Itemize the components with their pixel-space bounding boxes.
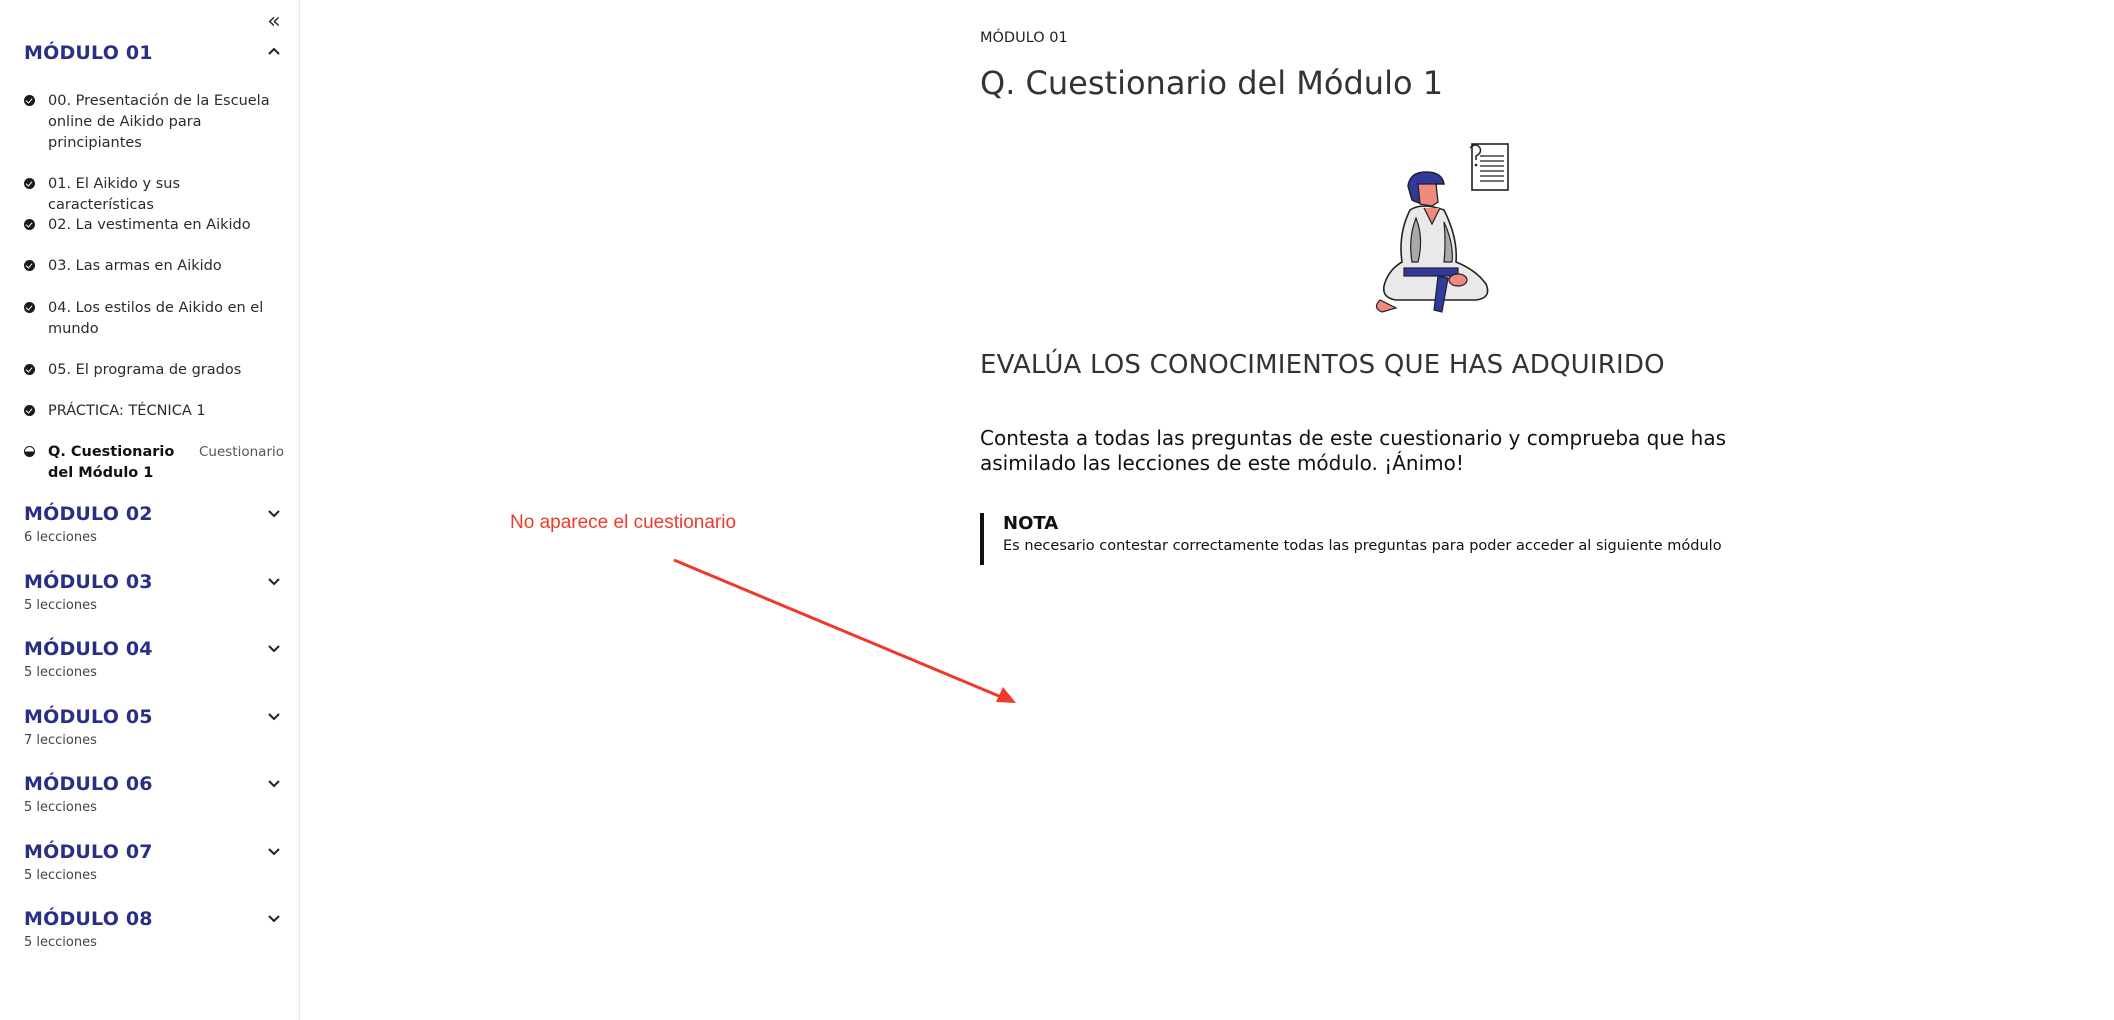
chevron-down-icon	[264, 706, 284, 726]
lesson-item[interactable]	[24, 298, 284, 340]
chevron-down-icon	[264, 503, 284, 523]
lesson-item[interactable]	[24, 91, 284, 154]
collapse-sidebar-button[interactable]: «	[267, 9, 281, 34]
chevron-down-icon	[264, 908, 284, 928]
chevron-down-icon	[264, 841, 284, 861]
completed-check-icon	[24, 405, 35, 416]
lesson-label: 05. El programa de grados	[48, 362, 242, 378]
module-title: MÓDULO 08	[24, 908, 153, 930]
module-07-header[interactable]	[24, 841, 284, 883]
module-title: MÓDULO 03	[24, 571, 153, 593]
intro-text: Contesta a todas las preguntas de este cuestionario y comprueba que has asimilado las lecciones de este módulo. ¡Ánimo!	[980, 426, 1727, 475]
module-title: MÓDULO 05	[24, 706, 153, 728]
module-title: MÓDULO 02	[24, 503, 153, 525]
module-03-header[interactable]	[24, 571, 284, 613]
lesson-label: PRÁCTICA: TÉCNICA 1	[48, 403, 206, 419]
chevron-down-icon	[264, 773, 284, 793]
aikido-student-illustration	[1360, 140, 1522, 330]
section-heading: EVALÚA LOS CONOCIMIENTOS QUE HAS ADQUIRIDO	[980, 350, 1665, 380]
note-title: NOTA	[1003, 513, 1059, 534]
completed-check-icon	[24, 302, 35, 313]
module-05-header[interactable]	[24, 706, 284, 748]
completed-check-icon	[24, 178, 35, 189]
lesson-count: 7 lecciones	[24, 733, 97, 748]
lesson-count: 5 lecciones	[24, 800, 97, 815]
module-01-header[interactable]	[24, 42, 284, 64]
quiz-document-icon	[1470, 144, 1508, 190]
module-02-header[interactable]	[24, 503, 284, 545]
lesson-item[interactable]	[24, 360, 284, 381]
note-callout	[980, 513, 1722, 565]
lesson-label: 02. La vestimenta en Aikido	[48, 217, 251, 233]
page-title: Q. Cuestionario del Módulo 1	[980, 64, 1444, 102]
lesson-item[interactable]	[24, 401, 284, 422]
module-title: MÓDULO 01	[24, 42, 153, 64]
module-title: MÓDULO 06	[24, 773, 153, 795]
course-sidebar	[0, 0, 300, 1020]
breadcrumb: MÓDULO 01	[980, 30, 1068, 46]
in-progress-icon	[24, 446, 35, 457]
chevron-up-icon	[264, 42, 284, 62]
lesson-label: 04. Los estilos de Aikido en el mundo	[48, 300, 264, 337]
note-text: Es necesario contestar correctamente todas las preguntas para poder acceder al siguiente módulo	[1003, 538, 1722, 554]
lesson-item[interactable]	[24, 174, 284, 216]
chevron-down-icon	[264, 571, 284, 591]
lesson-count: 5 lecciones	[24, 868, 97, 883]
module-08-header[interactable]	[24, 908, 284, 950]
completed-check-icon	[24, 95, 35, 106]
module-06-header[interactable]	[24, 773, 284, 815]
completed-check-icon	[24, 364, 35, 375]
annotation-arrow-icon	[660, 550, 1020, 710]
lesson-label: 03. Las armas en Aikido	[48, 258, 222, 274]
module-title: MÓDULO 07	[24, 841, 153, 863]
chevron-down-icon	[264, 638, 284, 658]
lesson-count: 6 lecciones	[24, 530, 97, 545]
annotation-label: No aparece el cuestionario	[510, 512, 737, 533]
lesson-count: 5 lecciones	[24, 598, 97, 613]
lesson-count: 5 lecciones	[24, 935, 97, 950]
lesson-label: 01. El Aikido y sus características	[48, 176, 181, 213]
module-title: MÓDULO 04	[24, 638, 153, 660]
lesson-item[interactable]	[24, 215, 284, 236]
lesson-item[interactable]	[24, 256, 284, 277]
lesson-label: Q. Cuestionario del Módulo 1	[48, 444, 175, 481]
lesson-count: 5 lecciones	[24, 665, 97, 680]
completed-check-icon	[24, 260, 35, 271]
completed-check-icon	[24, 219, 35, 230]
lesson-type-tag: Cuestionario	[198, 444, 284, 460]
lesson-item-current[interactable]	[24, 442, 284, 484]
module-04-header[interactable]	[24, 638, 284, 680]
lesson-label: 00. Presentación de la Escuela online de Aikido para principiantes	[48, 93, 270, 151]
